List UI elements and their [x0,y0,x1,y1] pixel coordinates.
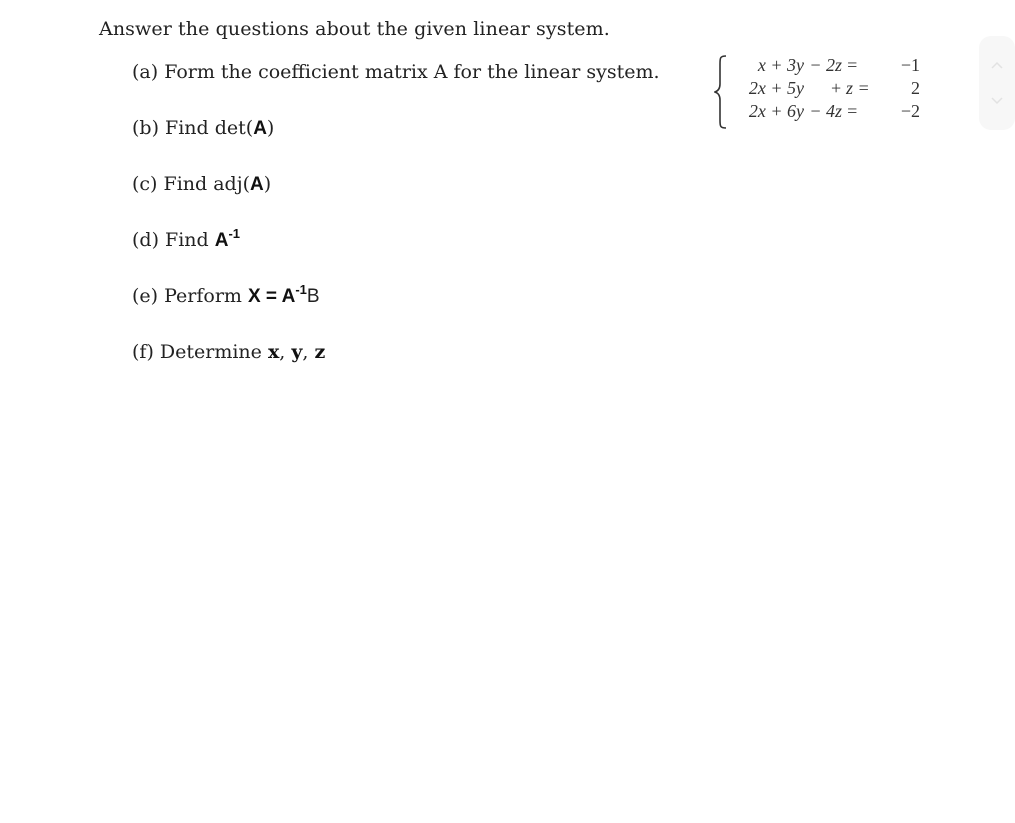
linear-system [714,54,920,130]
variable-x: x [267,341,280,363]
question-b-close: ) [266,117,275,139]
inverse-exponent: -1 [295,282,307,297]
question-b [132,117,274,140]
eq1-z-term: − 2z [809,55,842,75]
separator: , [279,341,292,363]
question-d [132,226,241,252]
equation-x-equals-a: X = A [247,286,296,307]
question-a-text: (a) Form the coefficient matrix A for the linear system. [132,61,660,83]
matrix-a-symbol: A [253,118,267,139]
question-d-text: (d) Find [132,229,215,251]
question-b-text: (b) Find det( [132,117,254,139]
eq2-z-equals: z = [846,78,870,98]
eq3-rhs: −2 [900,101,920,121]
equations [730,54,920,123]
eq3-z-term: − 4z [809,101,842,121]
eq1-equals: = [846,55,859,75]
eq1-lhs: x + 3y [757,55,804,75]
variable-z: z [314,341,326,363]
question-c [132,173,271,196]
question-e-text: (e) Perform [132,285,248,307]
eq2-rhs: 2 [911,78,920,98]
matrix-b-symbol: B [306,286,320,307]
left-brace-icon [714,54,728,130]
instructions-heading: Answer the questions about the given linear system. [99,18,610,40]
eq3-equals: = [846,101,859,121]
question-a [132,61,660,83]
question-f-text: (f) Determine [132,341,268,363]
question-c-text: (c) Find adj( [132,173,250,195]
scroll-nav-widget [979,36,1015,130]
equation-row-3 [730,100,920,123]
matrix-a-symbol: A [250,174,264,195]
equation-row-1 [730,54,920,77]
eq2-lhs: 2x + 5y [748,78,804,98]
eq1-rhs: −1 [900,55,920,75]
question-c-close: ) [263,173,272,195]
chevron-up-icon[interactable] [989,58,1005,74]
chevron-down-icon[interactable] [989,92,1005,108]
question-e [132,282,320,308]
eq3-lhs: 2x + 6y [748,101,804,121]
eq2-plus: + [829,78,842,98]
inverse-exponent: -1 [228,226,241,241]
question-f [132,341,325,363]
equation-row-2 [730,77,920,100]
separator: , [302,341,315,363]
matrix-a-symbol: A [214,230,229,251]
variable-y: y [291,341,303,363]
